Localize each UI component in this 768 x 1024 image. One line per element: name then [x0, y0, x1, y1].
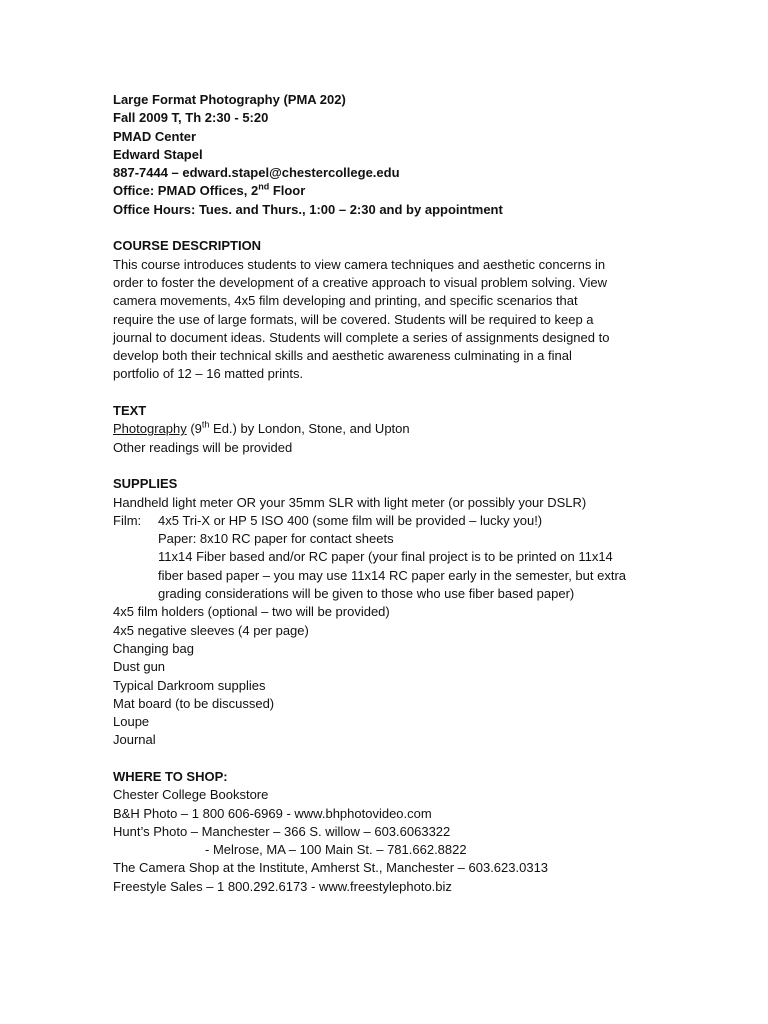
supply-item: Changing bag — [113, 640, 194, 656]
textbook — [113, 420, 653, 438]
supply-film — [113, 512, 653, 530]
office-sup: nd — [258, 182, 270, 193]
where-to-shop-section — [113, 768, 653, 896]
instructor-name: Edward Stapel — [113, 146, 203, 162]
description-line: camera movements, 4x5 film developing and printing, and specific scenarios that — [113, 293, 578, 309]
shop-item: B&H Photo – 1 800 606-6969 - www.bhphotovideo.com — [113, 805, 432, 821]
course-title: Large Format Photography (PMA 202) — [113, 92, 346, 107]
shop-item: Hunt’s Photo – Manchester – 366 S. willow – 603.6063322 — [113, 823, 451, 839]
spacer — [113, 750, 653, 768]
description-line: require the use of large formats, will be covered. Students will be required to keep a — [113, 311, 594, 327]
description-line: This course introduces students to view camera techniques and aesthetic concerns in — [113, 256, 606, 272]
supply-paper: grading considerations will be given to those who use fiber based paper) — [158, 586, 575, 602]
supply-item: Dust gun — [113, 659, 166, 675]
spacer — [113, 457, 653, 475]
spacer — [113, 384, 653, 402]
shop-item: Chester College Bookstore — [113, 787, 269, 803]
office-suffix: Floor — [269, 183, 306, 199]
shop-item: - Melrose, MA – 100 Main St. – 781.662.8822 — [205, 842, 467, 858]
description-line: develop both their technical skills and aesthetic awareness culminating in a final — [113, 348, 572, 364]
supply-item: 4x5 negative sleeves (4 per page) — [113, 622, 309, 638]
office-location — [113, 182, 653, 200]
section-heading: SUPPLIES — [113, 476, 178, 492]
instructor-contact: 887-7444 – edward.stapel@chestercollege.edu — [113, 165, 400, 181]
supply-item: Typical Darkroom supplies — [113, 677, 266, 693]
supply-paper: 11x14 Fiber based and/or RC paper (your final project is to be printed on 11x14 — [158, 549, 613, 565]
course-description-section — [113, 237, 653, 383]
supply-item: Loupe — [113, 714, 150, 730]
supply-item: 4x5 film holders (optional – two will be provided) — [113, 604, 390, 620]
section-heading: COURSE DESCRIPTION — [113, 238, 262, 254]
section-heading: WHERE TO SHOP: — [113, 768, 228, 784]
supplies-section — [113, 475, 653, 749]
description-line: order to foster the development of a creative approach to visual problem solving. View — [113, 274, 608, 290]
office-hours: Office Hours: Tues. and Thurs., 1:00 – 2:30 and by appointment — [113, 201, 503, 217]
supply-paper: fiber based paper – you may use 11x14 RC paper early in the semester, but extra — [158, 567, 627, 583]
supply-paper: Paper: 8x10 RC paper for contact sheets — [158, 531, 394, 547]
film-label: Film: — [113, 512, 142, 528]
book-edition-open: (9 — [186, 421, 202, 437]
book-title: Photography — [113, 421, 187, 437]
film-item: 4x5 Tri-X or HP 5 ISO 400 (some film will be provided – lucky you!) — [158, 512, 543, 528]
course-location: PMAD Center — [113, 128, 197, 144]
shop-item: The Camera Shop at the Institute, Amherst St., Manchester – 603.623.0313 — [113, 860, 549, 876]
spacer — [113, 219, 653, 237]
course-header — [113, 91, 653, 219]
course-schedule: Fall 2009 T, Th 2:30 - 5:20 — [113, 110, 269, 126]
document-body — [113, 91, 653, 896]
section-heading: TEXT — [113, 403, 147, 419]
description-line: journal to document ideas. Students will complete a series of assignments designed to — [113, 329, 610, 345]
supply-item: Handheld light meter OR your 35mm SLR with light meter (or possibly your DSLR) — [113, 494, 587, 510]
other-readings: Other readings will be provided — [113, 439, 293, 455]
shop-item: Freestyle Sales – 1 800.292.6173 - www.freestylephoto.biz — [113, 878, 452, 894]
supply-item: Mat board (to be discussed) — [113, 695, 275, 711]
book-edition-sup: th — [201, 420, 210, 431]
office-prefix: Office: PMAD Offices, 2 — [113, 183, 259, 199]
book-authors: Ed.) by London, Stone, and Upton — [209, 421, 410, 437]
description-line: portfolio of 12 – 16 matted prints. — [113, 366, 304, 382]
supply-item: Journal — [113, 732, 156, 748]
text-section — [113, 402, 653, 457]
